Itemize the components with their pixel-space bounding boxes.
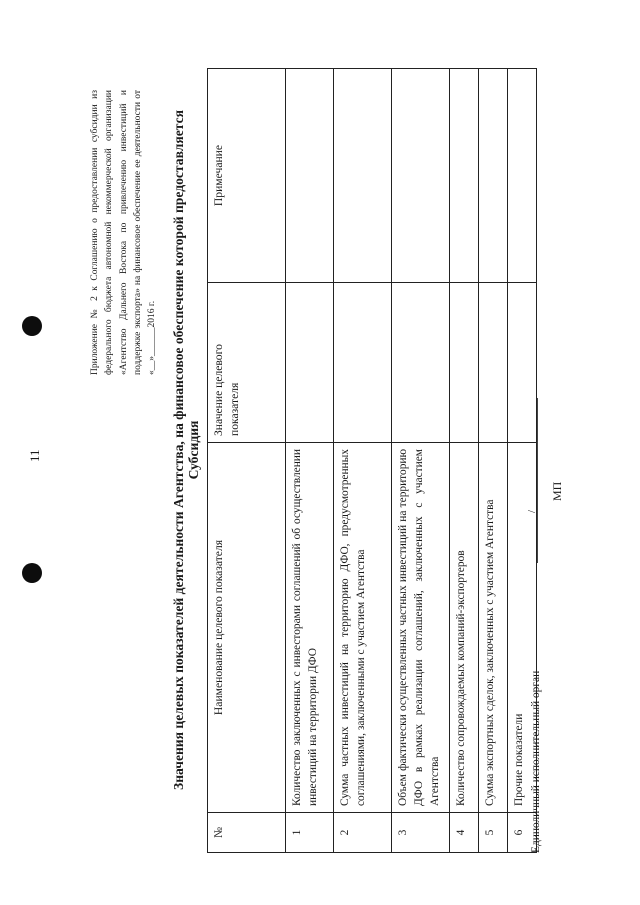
row-indicator-name: Количество сопровождаемых компаний-экспортеров bbox=[450, 443, 479, 813]
signature-line bbox=[537, 398, 538, 563]
row-note bbox=[508, 69, 537, 283]
table-row bbox=[334, 69, 392, 853]
title-line-1: Значения целевых показателей деятельности Агентства, на финансовое обеспечение которой предоставляется bbox=[171, 110, 186, 790]
title-line-2: Субсидия bbox=[186, 420, 201, 480]
row-number: 3 bbox=[392, 813, 450, 853]
row-note bbox=[334, 69, 392, 283]
indicators-table bbox=[207, 68, 537, 853]
header-number: № bbox=[208, 813, 286, 853]
row-indicator-name: Объем фактически осуществленных частных инвестиций на территорию ДФО в рамках реализации соглашений, заключенных с участием Агентства bbox=[392, 443, 450, 813]
row-number: 2 bbox=[334, 813, 392, 853]
signatory-role: Единоличный исполнительный орган bbox=[530, 670, 542, 853]
header-note: Примечание bbox=[208, 69, 286, 283]
header-name: Наименование целевого показателя bbox=[208, 443, 286, 813]
row-note bbox=[392, 69, 450, 283]
document-title bbox=[171, 70, 201, 830]
row-number: 1 bbox=[286, 813, 334, 853]
row-indicator-value bbox=[479, 283, 508, 443]
page-number: 11 bbox=[27, 449, 42, 462]
row-indicator-name: Количество заключенных с инвесторами соглашений об осуществлении инвестиций на территории ДФО bbox=[286, 443, 334, 813]
row-indicator-value bbox=[450, 283, 479, 443]
row-number: 5 bbox=[479, 813, 508, 853]
appendix-note: Приложение № 2 к Соглашению о предоставлении субсидии из федерального бюджета автономной некоммерческой организации «Агентство Дальнего Востока по привлечению инвестиций и поддержке экспорта» на финансовое обеспечение ее деятельности от «__»______2016 г. bbox=[90, 90, 158, 375]
row-indicator-value bbox=[286, 283, 334, 443]
row-note bbox=[479, 69, 508, 283]
table-row bbox=[450, 69, 479, 853]
stamp-label: МП bbox=[550, 481, 564, 501]
header-value: Значение целевого показателя bbox=[208, 283, 286, 443]
row-indicator-name: Сумма частных инвестиций на территорию ДФО, предусмотренных соглашениями, заключенными с участием Агентства bbox=[334, 443, 392, 813]
table-header-row bbox=[208, 69, 286, 853]
row-note bbox=[450, 69, 479, 283]
table-row bbox=[286, 69, 334, 853]
row-indicator-value bbox=[334, 283, 392, 443]
row-indicator-value bbox=[508, 283, 537, 443]
table-row bbox=[392, 69, 450, 853]
row-note bbox=[286, 69, 334, 283]
row-indicator-name: Сумма экспортных сделок, заключенных с участием Агентства bbox=[479, 443, 508, 813]
table-row bbox=[479, 69, 508, 853]
row-number: 6 bbox=[508, 813, 537, 853]
row-number: 4 bbox=[450, 813, 479, 853]
row-indicator-name: Прочие показатели bbox=[508, 443, 537, 813]
row-indicator-value bbox=[392, 283, 450, 443]
signature-slash: / bbox=[526, 509, 538, 513]
